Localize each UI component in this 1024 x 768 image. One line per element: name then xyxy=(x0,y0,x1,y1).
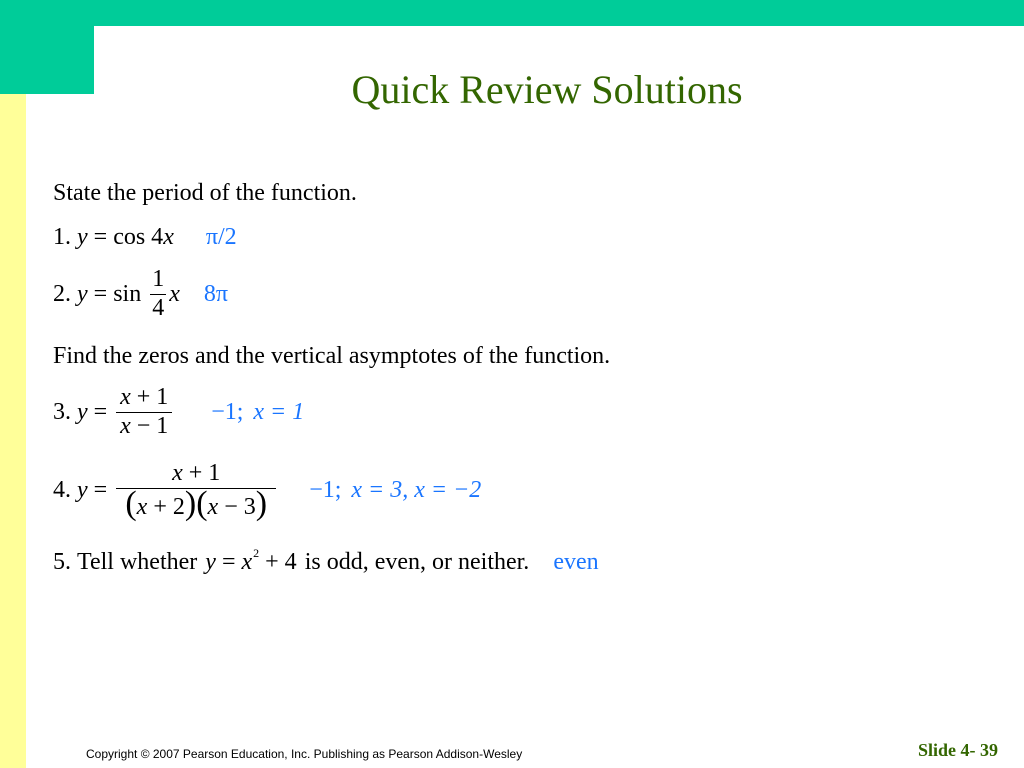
problem-3 xyxy=(53,384,304,440)
problem-5-prefix: Tell whether xyxy=(77,549,198,575)
problem-1-answer: π/2 xyxy=(205,224,237,250)
section-heading-zeros: Find the zeros and the vertical asymptotes of the function. xyxy=(53,343,611,369)
section-heading-period: State the period of the function. xyxy=(53,180,357,206)
problem-1 xyxy=(53,224,237,251)
copyright-footer: Copyright © 2007 Pearson Education, Inc. Publishing as Pearson Addison-Wesley xyxy=(86,747,523,761)
problem-5-answer: even xyxy=(553,549,599,575)
problem-3-equation: y = $\frac{x + 1}{x - 1}$ xyxy=(77,384,175,440)
problem-5-number: 5. xyxy=(53,549,71,575)
problem-5-suffix: is odd, even, or neither. xyxy=(304,549,530,575)
problem-3-answer-zero: −1; xyxy=(211,398,244,425)
problem-2-number: 2. xyxy=(53,280,71,307)
problem-5-equation: $y = x^2 + 4$ xyxy=(205,546,297,575)
problem-1-number: 1. xyxy=(53,224,71,250)
problem-3-answer-asymptote: x = 1 xyxy=(253,398,305,425)
problem-3-number: 3. xyxy=(53,398,71,425)
problem-4-answer-zero: −1; xyxy=(309,477,342,504)
problem-2-answer: 8π xyxy=(203,280,228,307)
slide-number: Slide 4- 39 xyxy=(917,740,998,760)
problem-4-answer-asymptotes: x = 3, x = −2 xyxy=(351,477,482,504)
problem-4-number: 4. xyxy=(53,477,71,504)
problem-2 xyxy=(53,266,228,322)
problem-4-equation: y = $\frac{x + 1}{(x + 2)(x - 3)}$ xyxy=(77,460,279,521)
left-accent-bar xyxy=(0,94,26,768)
problem-4 xyxy=(53,460,481,521)
problem-5 xyxy=(53,546,599,576)
slide-title: Quick Review Solutions xyxy=(351,67,743,112)
problem-2-equation: y = sin $\frac{1}{4}$ x xyxy=(77,266,180,321)
problem-1-equation: y = cos 4x xyxy=(77,224,174,250)
top-accent-bar xyxy=(94,0,1024,26)
